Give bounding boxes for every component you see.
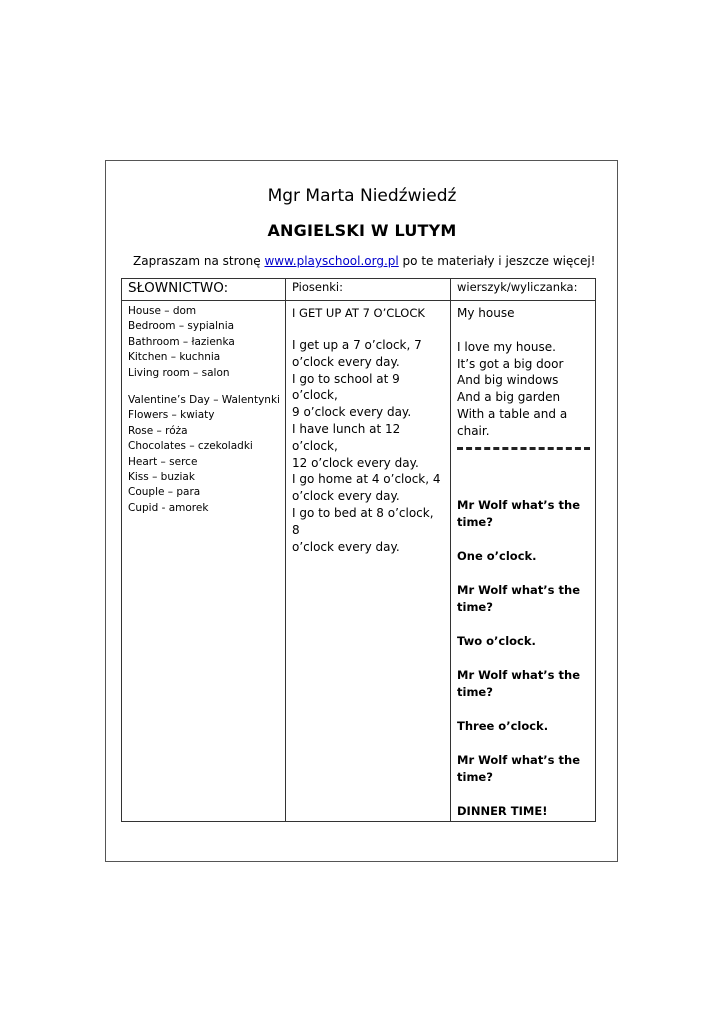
list-item: House – dom <box>128 305 197 317</box>
songs-cell <box>286 301 451 822</box>
author-name: Mgr Marta Niedźwiedź <box>267 186 457 206</box>
table-header-row <box>122 279 596 301</box>
invite-line <box>133 254 595 268</box>
chant-line: One o’clock. <box>457 548 537 563</box>
vocabulary-cell <box>122 301 286 822</box>
invite-text-after: po te materiały i jeszcze więcej! <box>398 254 596 268</box>
list-item: Bathroom – łazienka <box>128 335 235 348</box>
song-lyrics <box>292 337 444 555</box>
list-item: Valentine’s Day – Walentynki <box>128 394 280 407</box>
spacer <box>128 381 279 393</box>
list-item: Kitchen – kuchnia <box>128 351 221 364</box>
spacer <box>457 322 589 339</box>
chant-line: Mr Wolf what’s the <box>457 582 581 597</box>
table-body-row <box>122 301 596 822</box>
spacer <box>457 616 589 633</box>
song-line: o’clock every day. <box>292 489 400 504</box>
song-line: I go to bed at 8 o’clock, 8 <box>292 505 434 537</box>
chant-line: Three o’clock. <box>457 718 549 733</box>
wolf-chant <box>457 497 589 820</box>
song-line: I go to school at 9 o’clock, <box>292 371 400 403</box>
rhyme-line: It’s got a big door <box>457 356 564 371</box>
chant-line: Mr Wolf what’s the <box>457 752 581 767</box>
list-item: Chocolates – czekoladki <box>128 440 253 453</box>
list-item: Flowers – kwiaty <box>128 409 215 422</box>
spacer <box>457 565 589 582</box>
rhyme-line: chair. <box>457 423 490 438</box>
list-item: Kiss – buziak <box>128 471 195 484</box>
rhyme-poem <box>457 305 589 440</box>
list-item: Bedroom – sypialnia <box>128 320 235 333</box>
vocabulary-list <box>128 304 279 516</box>
list-item: Cupid - amorek <box>128 501 209 514</box>
song-title: I GET UP AT 7 O’CLOCK <box>292 306 425 320</box>
chant-line: time? <box>457 514 493 529</box>
invite-text-before: Zapraszam na stronę <box>133 254 265 268</box>
song-line: I get up a 7 o’clock, 7 <box>292 338 422 352</box>
spacer <box>457 531 589 548</box>
chant-line: Two o’clock. <box>457 633 536 648</box>
song-line: I go home at 4 o’clock, 4 <box>292 472 441 487</box>
header-rhyme: wierszyk/wyliczanka: <box>451 279 596 301</box>
song-line: o’clock every day. <box>292 354 400 369</box>
list-item: Couple – para <box>128 486 201 499</box>
list-item: Living room – salon <box>128 366 230 379</box>
spacer <box>457 650 589 667</box>
rhyme-line: And a big garden <box>457 390 561 405</box>
dashed-divider <box>457 447 590 450</box>
header-vocabulary: SŁOWNICTWO: <box>122 279 286 301</box>
list-item: Heart – serce <box>128 455 198 468</box>
rhyme-cell <box>451 301 596 822</box>
rhyme-line: I love my house. <box>457 339 556 354</box>
rhyme-line: And big windows <box>457 373 559 388</box>
song-line: 12 o’clock every day. <box>292 455 419 470</box>
rhyme-line: With a table and a <box>457 406 568 421</box>
song-line: 9 o’clock every day. <box>292 405 412 420</box>
list-item: Rose – róża <box>128 424 188 437</box>
header-songs: Piosenki: <box>286 279 451 301</box>
song-line: o’clock every day. <box>292 539 400 554</box>
chant-line: Mr Wolf what’s the <box>457 497 581 512</box>
chant-line: time? <box>457 769 493 784</box>
spacer <box>457 701 589 718</box>
song-line: I have lunch at 12 o’clock, <box>292 421 401 453</box>
spacer <box>457 735 589 752</box>
chant-line: Mr Wolf what’s the <box>457 667 581 682</box>
chant-line: time? <box>457 599 493 614</box>
playschool-link[interactable]: www.playschool.org.pl <box>264 254 399 268</box>
rhyme-title: My house <box>457 306 515 320</box>
content-table <box>121 278 596 822</box>
spacer <box>457 786 589 803</box>
document-title: ANGIELSKI W LUTYM <box>267 221 457 240</box>
chant-line: time? <box>457 684 493 699</box>
chant-line: DINNER TIME! <box>457 803 548 818</box>
